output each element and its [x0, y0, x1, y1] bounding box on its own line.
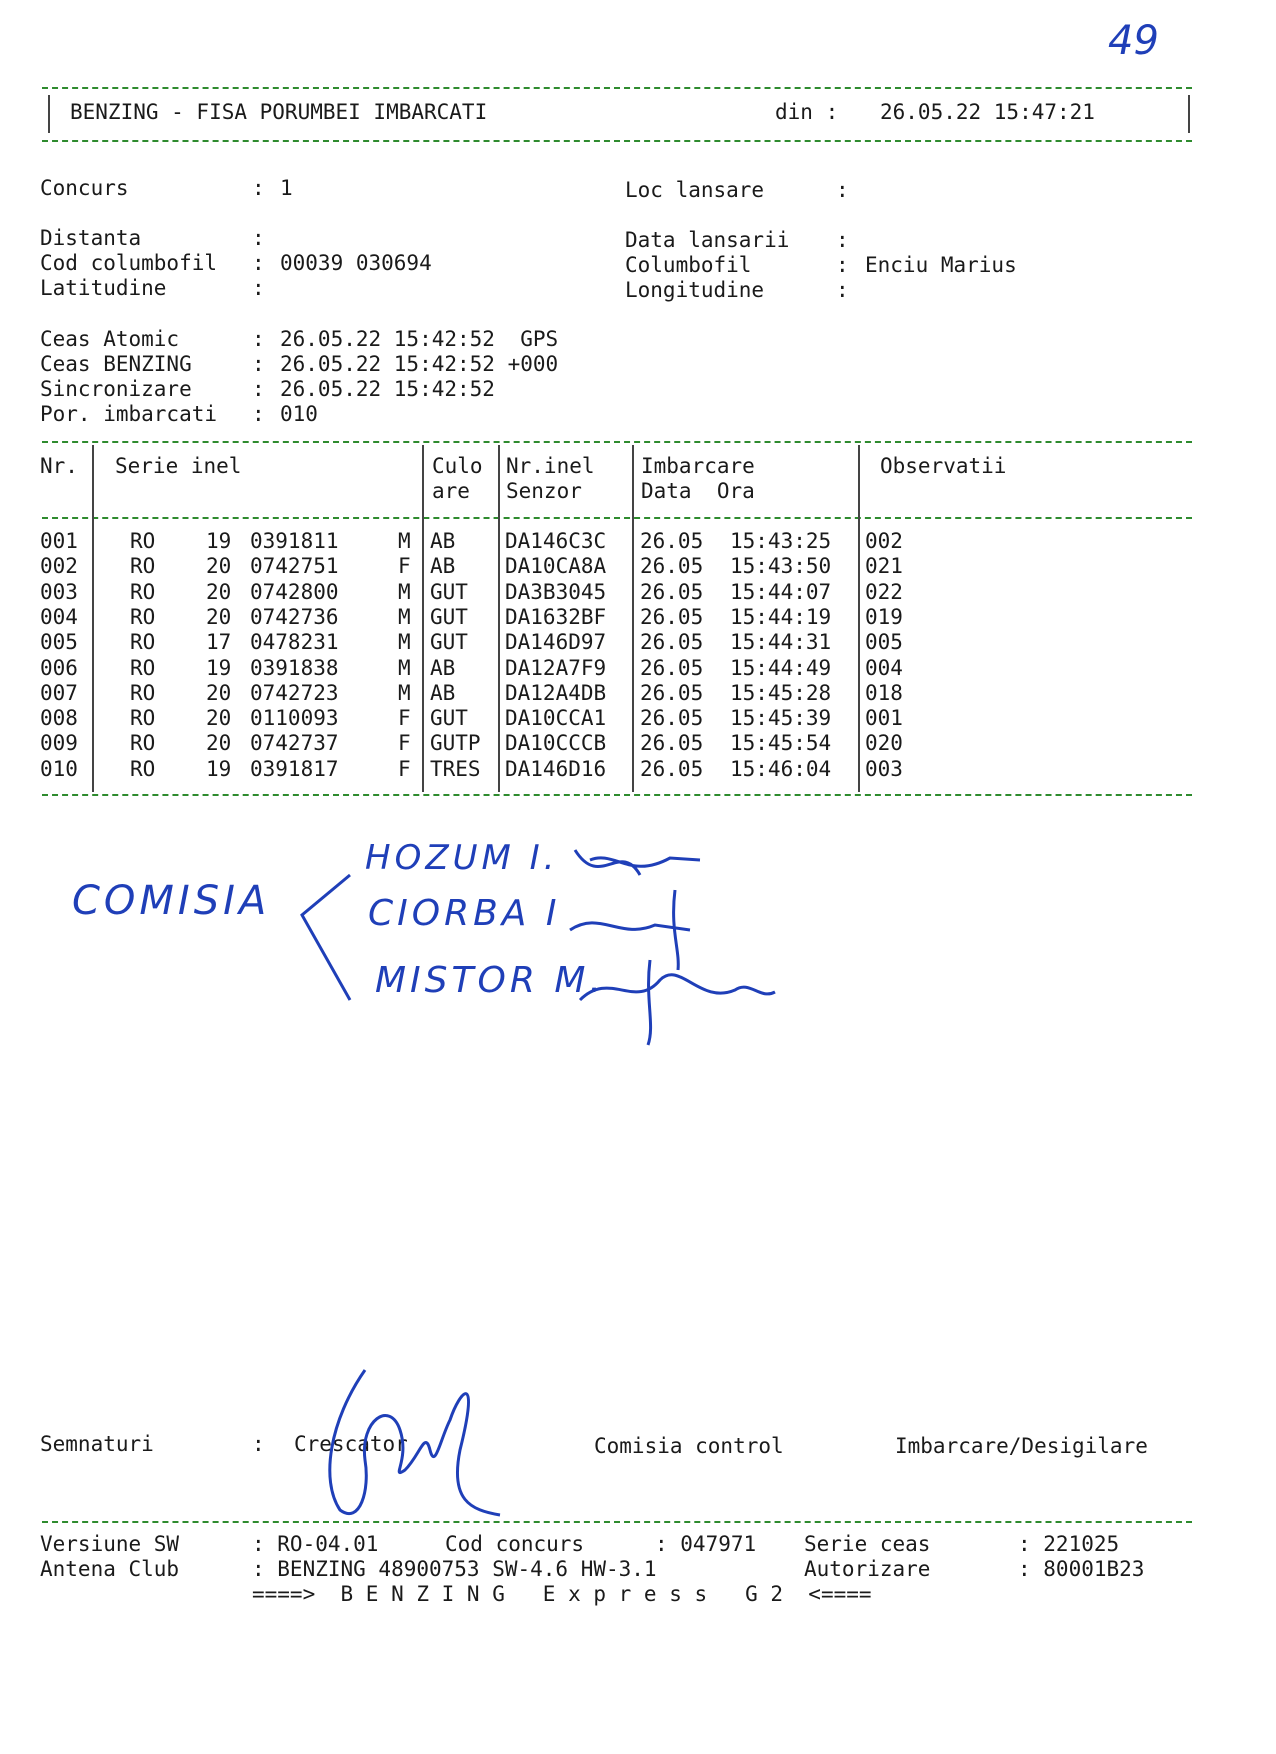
commission-member: HOZUM I. [365, 838, 559, 878]
row-country: RO [130, 529, 156, 553]
row-country: RO [130, 680, 156, 705]
footer-versiune-value: : RO-04.01 [252, 1532, 379, 1556]
row-date: 26.05 [640, 554, 704, 579]
row-date: 26.05 [640, 579, 704, 604]
row-color: AB [430, 554, 456, 579]
row-year: 19 [206, 529, 232, 553]
footer-rule [42, 1521, 1192, 1523]
row-sex: F [398, 554, 411, 579]
row-obs: 005 [865, 630, 903, 655]
row-year: 20 [206, 680, 232, 705]
signature-imbarcare: Imbarcare/Desigilare [895, 1434, 1148, 1458]
footer-autorizare-label: Autorizare [804, 1557, 931, 1581]
info-value: 00039 030694 [280, 251, 432, 275]
row-nr: 004 [40, 604, 78, 629]
info-label: Loc lansare [625, 178, 765, 202]
clock-label: Por. imbarcati [40, 402, 218, 426]
row-nr: 006 [40, 655, 78, 680]
info-sep: : [836, 278, 849, 302]
row-nr: 007 [40, 680, 78, 705]
clock-sep: : [252, 377, 265, 401]
header-top-rule [42, 87, 1192, 89]
row-obs: 004 [865, 655, 903, 680]
info-label: Concurs [40, 176, 129, 200]
page-number: 49 [1108, 18, 1159, 64]
header-data-ora: Data Ora [641, 479, 755, 503]
header-nrinel: Nr.inel [506, 454, 595, 478]
row-year: 20 [206, 579, 232, 604]
row-sex: M [398, 630, 411, 655]
row-sensor: DA146C3C [505, 529, 607, 553]
row-sensor: DA12A7F9 [505, 655, 607, 680]
row-country: RO [130, 731, 156, 756]
row-date: 26.05 [640, 655, 704, 680]
row-color: GUT [430, 604, 468, 629]
row-nr: 003 [40, 579, 78, 604]
row-nr: 001 [40, 529, 78, 553]
row-ring: 0110093 [250, 706, 339, 731]
header-culoare-2: are [432, 479, 470, 503]
row-country: RO [130, 706, 156, 731]
row-time: 15:43:50 [730, 554, 832, 579]
row-time: 15:43:25 [730, 529, 832, 553]
col-sep [422, 445, 424, 792]
footer-cod-label: Cod concurs [445, 1532, 585, 1556]
row-country: RO [130, 604, 156, 629]
signatures-label: Semnaturi [40, 1432, 154, 1456]
row-time: 15:44:31 [730, 630, 832, 655]
row-sex: M [398, 579, 411, 604]
header-senzor: Senzor [506, 479, 582, 503]
row-obs: 019 [865, 604, 903, 629]
info-sep: : [252, 226, 265, 250]
row-color: GUT [430, 579, 468, 604]
row-time: 15:44:49 [730, 655, 832, 680]
info-sep: : [252, 276, 265, 300]
row-country: RO [130, 554, 156, 579]
row-year: 20 [206, 554, 232, 579]
row-ring: 0742736 [250, 604, 339, 629]
header-nr: Nr. [40, 454, 78, 478]
row-sex: F [398, 756, 411, 781]
row-nr: 009 [40, 731, 78, 756]
info-sep: : [836, 228, 849, 252]
row-date: 26.05 [640, 630, 704, 655]
row-time: 15:44:19 [730, 604, 832, 629]
row-sex: M [398, 655, 411, 680]
col-sep [498, 445, 500, 792]
row-color: GUT [430, 706, 468, 731]
row-obs: 002 [865, 529, 903, 553]
info-sep: : [836, 253, 849, 277]
header-right-bar [1188, 95, 1190, 133]
row-sensor: DA3B3045 [505, 579, 607, 604]
row-ring: 0742723 [250, 680, 339, 705]
commission-member: MISTOR M. [375, 960, 605, 1001]
row-sensor: DA1632BF [505, 604, 607, 629]
table-bottom-rule [42, 794, 1192, 796]
row-date: 26.05 [640, 604, 704, 629]
table-header-rule [42, 517, 1192, 519]
row-obs: 022 [865, 579, 903, 604]
row-obs: 001 [865, 706, 903, 731]
row-obs: 003 [865, 756, 903, 781]
clock-label: Ceas BENZING [40, 352, 192, 376]
col-sep [632, 445, 634, 792]
row-nr: 005 [40, 630, 78, 655]
clock-value: 26.05.22 15:42:52 [280, 377, 495, 401]
info-value: Enciu Marius [865, 253, 1017, 277]
row-nr: 010 [40, 756, 78, 781]
clock-value: 010 [280, 402, 318, 426]
row-date: 26.05 [640, 706, 704, 731]
row-time: 15:45:39 [730, 706, 832, 731]
row-ring: 0391838 [250, 655, 339, 680]
header-observatii: Observatii [880, 454, 1007, 478]
row-obs: 020 [865, 731, 903, 756]
table-top-rule [42, 441, 1192, 443]
row-time: 15:44:07 [730, 579, 832, 604]
row-ring: 0742800 [250, 579, 339, 604]
row-year: 20 [206, 731, 232, 756]
info-label: Cod columbofil [40, 251, 218, 275]
footer-serie-value: : 221025 [1018, 1532, 1120, 1556]
footer-versiune-label: Versiune SW [40, 1532, 180, 1556]
row-date: 26.05 [640, 529, 704, 553]
row-year: 19 [206, 655, 232, 680]
row-date: 26.05 [640, 756, 704, 781]
row-ring: 0391811 [250, 529, 339, 553]
row-sex: F [398, 706, 411, 731]
row-country: RO [130, 756, 156, 781]
clock-value: 26.05.22 15:42:52 +000 [280, 352, 559, 376]
row-sex: M [398, 680, 411, 705]
clock-sep: : [252, 402, 265, 426]
row-sensor: DA146D16 [505, 756, 607, 781]
footer-antena-value: : BENZING 48900753 SW-4.6 HW-3.1 [252, 1557, 657, 1581]
row-sensor: DA146D97 [505, 630, 607, 655]
footer-serie-label: Serie ceas [804, 1532, 931, 1556]
row-sensor: DA12A4DB [505, 680, 607, 705]
commission-member: CIORBA I [368, 893, 561, 934]
info-sep: : [252, 251, 265, 275]
signature-crescator: Crescator [294, 1432, 408, 1456]
info-value: 1 [280, 176, 293, 200]
row-color: AB [430, 529, 456, 553]
row-year: 20 [206, 604, 232, 629]
info-sep: : [836, 178, 849, 202]
header-left-bar [48, 95, 50, 133]
header-date-label: din : [775, 100, 839, 124]
row-time: 15:45:54 [730, 731, 832, 756]
row-year: 17 [206, 630, 232, 655]
clock-label: Ceas Atomic [40, 327, 180, 351]
signature-comisia: Comisia control [594, 1434, 784, 1458]
row-sex: M [398, 604, 411, 629]
row-color: GUTP [430, 731, 481, 756]
footer-cod-value: : 047971 [655, 1532, 757, 1556]
header-date-value: 26.05.22 15:47:21 [880, 100, 1095, 124]
commission-signatures [560, 830, 790, 1050]
row-country: RO [130, 630, 156, 655]
row-nr: 002 [40, 554, 78, 579]
row-color: AB [430, 655, 456, 680]
footer-brand: ====> B E N Z I N G E x p r e s s G 2 <==== [252, 1582, 872, 1606]
row-color: AB [430, 680, 456, 705]
row-nr: 008 [40, 706, 78, 731]
clock-sep: : [252, 352, 265, 376]
row-date: 26.05 [640, 731, 704, 756]
clock-label: Sincronizare [40, 377, 192, 401]
footer-antena-label: Antena Club [40, 1557, 180, 1581]
info-label: Columbofil [625, 253, 752, 277]
row-sensor: DA10CCA1 [505, 706, 607, 731]
info-label: Latitudine [40, 276, 167, 300]
clock-sep: : [252, 327, 265, 351]
commission-label: COMISIA [72, 878, 271, 924]
row-country: RO [130, 579, 156, 604]
breeder-signature [310, 1360, 510, 1530]
row-obs: 021 [865, 554, 903, 579]
row-year: 19 [206, 756, 232, 781]
row-date: 26.05 [640, 680, 704, 705]
row-ring: 0742737 [250, 731, 339, 756]
row-color: TRES [430, 756, 481, 781]
row-sensor: DA10CCCB [505, 731, 607, 756]
header-bottom-rule [42, 140, 1192, 142]
row-sex: F [398, 731, 411, 756]
row-time: 15:45:28 [730, 680, 832, 705]
info-sep: : [252, 176, 265, 200]
row-color: GUT [430, 630, 468, 655]
info-label: Longitudine [625, 278, 765, 302]
header-culoare: Culo [432, 454, 483, 478]
row-sex: M [398, 529, 411, 553]
row-sensor: DA10CA8A [505, 554, 607, 579]
row-obs: 018 [865, 680, 903, 705]
row-ring: 0478231 [250, 630, 339, 655]
document-title: BENZING - FISA PORUMBEI IMBARCATI [70, 100, 488, 124]
row-year: 20 [206, 706, 232, 731]
col-sep [858, 445, 860, 792]
col-sep [92, 445, 94, 792]
header-serie: Serie inel [115, 454, 242, 478]
row-ring: 0742751 [250, 554, 339, 579]
row-country: RO [130, 655, 156, 680]
header-imbarcare: Imbarcare [641, 454, 755, 478]
row-time: 15:46:04 [730, 756, 832, 781]
signatures-sep: : [252, 1432, 265, 1456]
info-label: Distanta [40, 226, 142, 250]
clock-value: 26.05.22 15:42:52 GPS [280, 327, 559, 351]
row-ring: 0391817 [250, 756, 339, 781]
info-label: Data lansarii [625, 228, 790, 252]
commission-bracket [290, 855, 370, 1005]
footer-autorizare-value: : 80001B23 [1018, 1557, 1145, 1581]
